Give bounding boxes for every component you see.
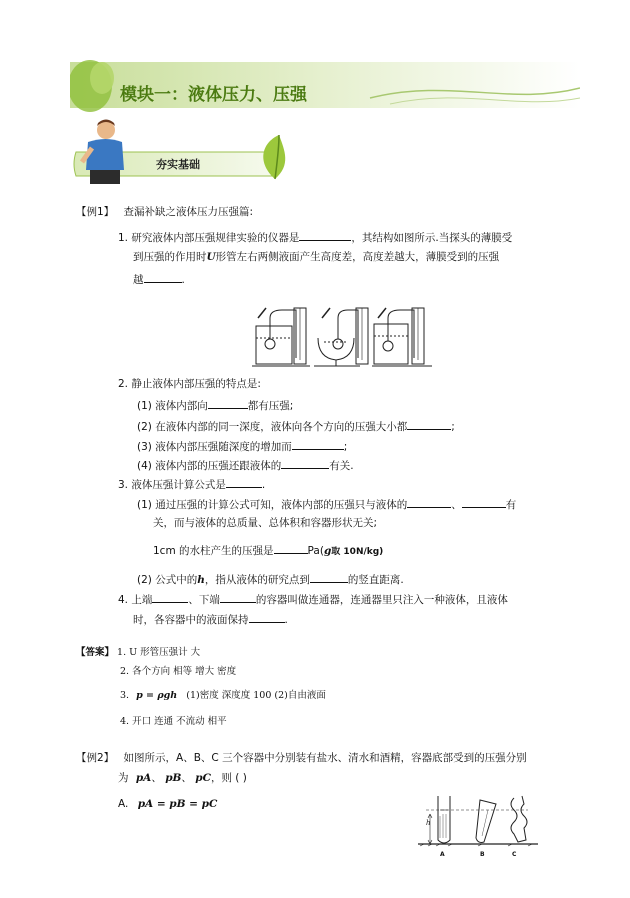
blank <box>292 438 344 450</box>
q3-item2: (2) 公式中的h，指从液体的研究点到 的竖直距离. <box>137 571 404 588</box>
answer-line4: 4. 开口 连通 不流动 相平 <box>120 716 227 727</box>
example1-tag: 【例1】 <box>76 206 115 218</box>
example1-heading <box>76 205 253 220</box>
q1-line2: 到压强的作用时U形管左右两侧液面产生高度差，高度差越大，薄膜受到的压强 <box>133 251 500 263</box>
q2-item1: (1) 液体内部向 都有压强; <box>137 397 293 414</box>
fig2-label-b: B <box>480 851 485 858</box>
blank <box>281 457 329 469</box>
answer-tag: 【答案】 <box>76 647 115 658</box>
fig2-label-c: C <box>512 851 517 858</box>
blank <box>220 591 256 603</box>
pressure-gauge-figure <box>248 288 438 368</box>
blank <box>226 476 262 488</box>
fig2-label-h: h <box>426 819 431 827</box>
q3-item1-line3: 1cm 的水柱产生的压强是 Pa(g取 10N/kg) <box>153 542 383 560</box>
q3-item1-line2: 关，而与液体的总质量、总体积和容器形状无关; <box>153 517 378 529</box>
answer-line1: 【答案】 1. U 形管压强计 大 <box>76 647 201 658</box>
example2-tag: 【例2】 <box>76 752 115 764</box>
example2-option-a: A. pA = pB = pC <box>118 798 218 810</box>
q1-line3: 越 . <box>133 271 185 288</box>
q4-line1: 4. 上端 、下端 的容器叫做连通器，连通器里只注入一种液体，且液体 <box>118 591 508 608</box>
mascot-illustration <box>78 118 128 186</box>
blank <box>407 496 451 508</box>
blank <box>299 229 351 241</box>
q2-item4: (4) 液体内部的压强还跟液体的 有关. <box>137 457 354 474</box>
answer-line2: 2. 各个方向 相等 增大 密度 <box>120 666 237 677</box>
example2-line1: 【例2】 如图所示，A、B、C 三个容器中分别装有盐水、清水和酒精，容器底部受到的压强分别 <box>76 752 527 764</box>
blank <box>152 591 188 603</box>
blank <box>407 418 451 430</box>
module-title: 模块一：液体压力、压强 <box>120 85 307 105</box>
leaf-decoration-icon <box>255 133 295 181</box>
blank <box>208 397 248 409</box>
blank <box>274 542 308 554</box>
q3-item1-line1: (1) 通过压强的计算公式可知，液体内部的压强只与液体的 、 有 <box>137 496 516 513</box>
q3-title: 3. 液体压强计算公式是 . <box>118 476 265 493</box>
q2-title: 2. 静止液体内部压强的特点是: <box>118 378 261 390</box>
blank <box>310 571 348 583</box>
q1-line1: 1. 研究液体内部压强规律实验的仪器是 ，其结构如图所示.当探头的薄膜受 <box>118 229 512 246</box>
blank <box>144 271 182 283</box>
example2-line2: 为 pA、 pB、 pC，则 ( ) <box>118 772 247 784</box>
three-containers-figure <box>418 792 538 860</box>
blank <box>249 611 285 623</box>
example1-intro: 查漏补缺之液体压力压强篇: <box>123 206 254 218</box>
q2-item3: (3) 液体内部压强随深度的增加而 ; <box>137 438 347 455</box>
answer-line3: 3. p = ρgh (1)密度 深度度 100 (2)自由液面 <box>120 690 326 701</box>
fig2-label-a: A <box>440 851 445 858</box>
section-title: 夯实基础 <box>156 158 200 171</box>
q2-item2: (2) 在液体内部的同一深度，液体向各个方向的压强大小都 ; <box>137 418 455 435</box>
q4-line2: 时，各容器中的液面保持 . <box>133 611 288 628</box>
blank <box>462 496 506 508</box>
